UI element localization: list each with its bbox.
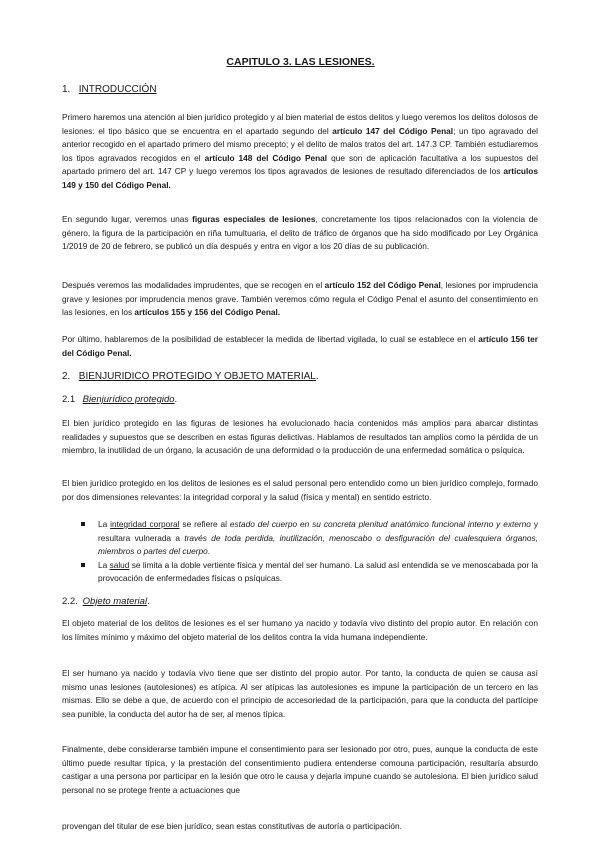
section-title: BIENJURIDICO PROTEGIDO Y OBJETO MATERIAL: [78, 371, 316, 382]
bullet-list: [78, 518, 538, 586]
paragraph-objeto-material-4: provengan del titular de ese bien jurídico, sean estas constitutivas de autoría o participación.: [62, 821, 402, 831]
section-title: INTRODUCCIÓN: [78, 84, 157, 95]
bullet-square-icon: [81, 522, 85, 526]
paragraph-intro-2: En segundo lugar, veremos unas figuras especiales de lesiones, concretamente los tipos relacionados con la violencia de género, la figura de la participación en riña tumultuaria, el delito de tráfico de órganos que ha sido modificado por Ley Orgánica 1/2019 de 20 de febrero, se publicó un día después y entra en vigor a los 20 días de su publicación.: [62, 214, 538, 252]
subsection-title: Bienjurídico protegido: [82, 394, 175, 405]
paragraph-bien-juridico-2: El bien jurídico protegido en los delitos de lesiones es el salud personal pero entendido como un bien jurídico complejo, formado por dos dimensiones relevantes: la integridad corporal y la salud (física y mental) en sentido estricto.: [62, 478, 538, 502]
list-item: La salud se limita a la doble vertiente física y mental del ser humano. La salud así entendida se ve menoscabada por la provocación de enfermedades físicas o psíquicas.: [78, 559, 538, 586]
subsection-number: 2.2.: [62, 596, 78, 607]
paragraph-intro-4: Por último, hablaremos de la posibilidad de establecer la medida de libertad vigilada, lo cual se establece en el artículo 156 ter del Código Penal.: [62, 334, 538, 358]
subsection-heading-objeto-material: 2.2. Objeto material.: [62, 596, 150, 607]
paragraph-intro-3: Después veremos las modalidades imprudentes, que se recogen en el artículo 152 del Código Penal, lesiones por imprudencia grave y lesiones por imprudencia menos grave. También veremos cómo regula el Código Penal el asunto del consentimiento en las lesiones, en los artículos 155 y 156 del Código Penal.: [62, 280, 538, 318]
paragraph-objeto-material-2: El ser humano ya nacido y todavía vivo tiene que ser distinto del propio autor. Por tanto, la conducta de quien se causa así mismo unas lesiones (autolesiones) es atípica. Al ser atípicas las autolesiones es impune la participación de un tercero en las mismas. Ello se debe a que, de acuerdo con el principio de accesoriedad de la participación, para que la conducta del partícipe sea punible, la conducta del autor ha de ser, al menos típica.: [62, 668, 538, 719]
section-heading-bien-juridico: 2. BIENJURIDICO PROTEGIDO Y OBJETO MATERIAL.: [62, 371, 319, 382]
subsection-number: 2.1: [62, 394, 76, 405]
bullet-square-icon: [81, 563, 85, 567]
subsection-heading-bien-juridico-protegido: 2.1 Bienjurídico protegido.: [62, 394, 178, 405]
section-number: 2.: [62, 371, 71, 382]
paragraph-objeto-material-3: Finalmente, debe considerarse también impune el consentimiento para ser lesionado por otro, pues, aunque la conducta de este último puede resultar típica, y la prestación del consentimiento pudiera entenderse comouna participación, resultaría absurdo castigar a una persona por participar en la lesión que otro le causa y dejarla impune cuando se autolesiona. El bien jurídico salud personal no se protege frente a actuaciones que: [62, 744, 538, 795]
paragraph-intro-1: Primero haremos una atención al bien jurídico protegido y al bien material de estos delitos y luego veremos los delitos dolosos de lesiones: el tipo básico que se encuentra en el apartado segundo del artículo 147 del Código Penal; un tipo agravado del anterior recogido en el apartado primero del mismo precepto; y el delito de malos tratos del art. 147.3 CP. También estudiaremos los tipos agravados recogidos en el artículo 148 del Código Penal que son de aplicación facultativa a los supuestos del apartado primero del art. 147 CP y luego veremos los tipos agravados de lesiones de resultado diferenciados de los artículos 149 y 150 del Código Penal.: [62, 112, 538, 190]
paragraph-bien-juridico-1: El bien jurídico protegido en las figuras de lesiones ha evolucionado hacia contenidos más amplios para abarcar distintas realidades y supuestos que se describen en estas figuras delictivas. Hablamos de resultados tan amplios como la pérdida de un miembro, la inutilidad de un órgano, la acusación de una deformidad o la producción de una enfermedad somática o psíquica.: [62, 418, 538, 456]
chapter-title: CAPITULO 3. LAS LESIONES.: [226, 56, 375, 68]
list-item: La integridad corporal se refiere al estado del cuerpo en su concreta plenitud anatómico funcional interno y externo y resultara vulnerada a través de toda perdida, inutilización, menoscabo o desfiguración del cualesquiera órganos, miembros o partes del cuerpo.: [78, 518, 538, 559]
section-heading-introduccion: [62, 84, 157, 95]
paragraph-objeto-material-1: El objeto material de los delitos de lesiones es el ser humano ya nacido y todavía vivo distinto del propio autor. En relación con los límites mínimo y máximo del objeto material de los delitos contra la vida humana independiente.: [62, 618, 538, 642]
subsection-title: Objeto material: [82, 596, 148, 607]
section-number: 1.: [62, 84, 71, 95]
